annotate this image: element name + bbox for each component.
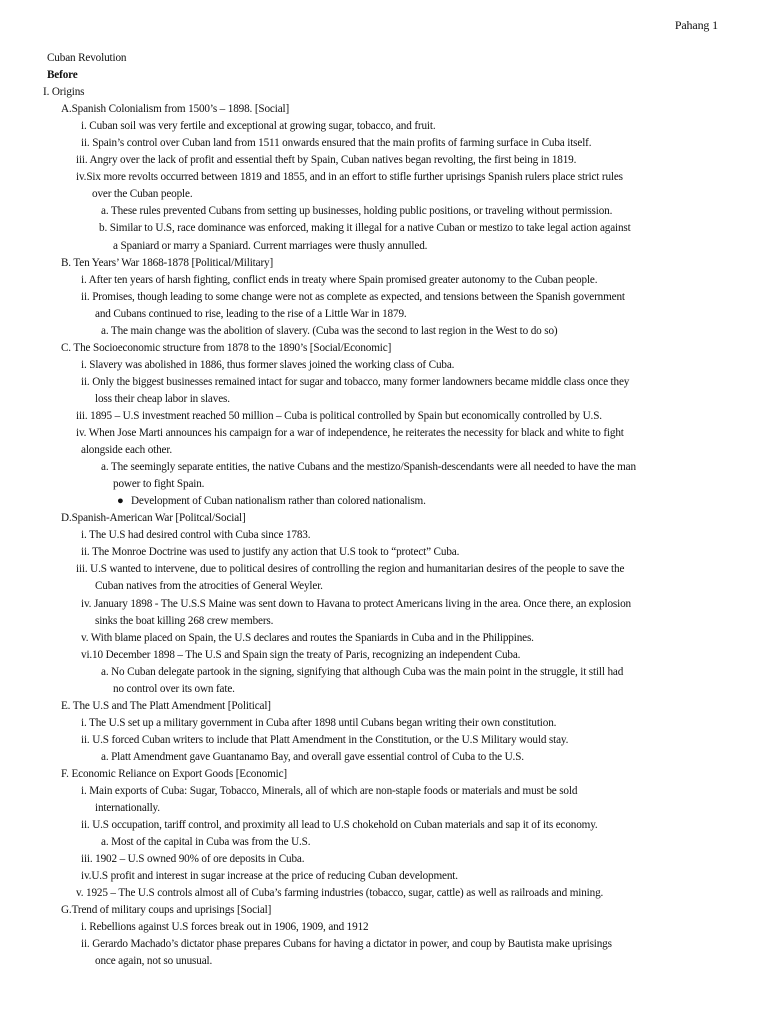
section-heading: Before [47,69,78,82]
outline-subitem-continuation: power to fight Spain. [113,478,205,491]
outline-item: ii. Only the biggest businesses remained intact for sugar and tobacco, many former landowners became middle class once they [81,375,630,388]
outline-item: iv. January 1898 - The U.S.S Maine was sent down to Havana to protect Americans living in the area. Once there, an explosion [81,597,631,610]
outline-item: ii. Promises, though leading to some change were not as complete as expected, and tensions between the Spanish government [81,290,625,303]
outline-subitem: a. The main change was the abolition of slavery. (Cuba was the second to last region in the West to do so) [101,324,558,337]
document-title: Cuban Revolution [47,52,127,64]
outline-subitem: a. The seemingly separate entities, the native Cubans and the mestizo/Spanish-descendants were all needed to have the man [101,461,636,474]
outline-heading-a: A.Spanish Colonialism from 1500’s – 1898. [Social] [61,103,290,116]
outline-item: i. Rebellions against U.S forces break out in 1906, 1909, and 1912 [81,921,369,934]
outline-item-continuation: sinks the boat killing 268 crew members. [95,614,274,627]
outline-item: i. Cuban soil was very fertile and exceptional at growing sugar, tobacco, and fruit. [81,120,436,133]
outline-item: iii. Angry over the lack of profit and essential theft by Spain, Cuban natives began revolting, the first being in 1819. [76,154,577,167]
outline-subitem: a. Platt Amendment gave Guantanamo Bay, and overall gave essential control of Cuba to the U.S. [101,750,524,763]
outline-item-continuation: loss their cheap labor in slaves. [95,392,230,405]
outline-item: iii. 1902 – U.S owned 90% of ore deposits in Cuba. [81,853,305,866]
outline-heading-d: D.Spanish-American War [Politcal/Social] [61,512,246,525]
outline-subitem: b. Similar to U.S, race dominance was enforced, making it illegal for a native Cuban or mestizo to take legal action against [99,222,631,235]
outline-item: iii. 1895 – U.S investment reached 50 million – Cuba is political controlled by Spain but economically controlled by U.S. [76,409,602,422]
outline-item-continuation: Cuban natives from the atrocities of General Weyler. [95,580,323,593]
outline-item: ii. Spain’s control over Cuban land from 1511 onwards ensured that the main profits of farming surface in Cuba itself. [81,137,592,150]
outline-item: iv. When Jose Marti announces his campaign for a war of independence, he reiterates the necessity for black and white to fight [76,427,624,440]
outline-heading-e: E. The U.S and The Platt Amendment [Political] [61,699,271,712]
outline-item: ii. U.S occupation, tariff control, and proximity all lead to U.S chokehold on Cuban materials and sap it of its economy. [81,819,598,832]
outline-item: v. With blame placed on Spain, the U.S declares and routes the Spaniards in Cuba and in the Philippines. [81,631,534,644]
outline-subitem: a. No Cuban delegate partook in the signing, signifying that although Cuba was the main point in the struggle, it still had [101,665,624,678]
outline-item: ii. U.S forced Cuban writers to include that Platt Amendment in the Constitution, or the U.S Military would stay. [81,733,569,746]
outline-item-continuation: once again, not so unusual. [95,955,213,968]
outline-item: ii. Gerardo Machado’s dictator phase prepares Cubans for having a dictator in power, and coup by Bautista make uprisings [81,938,612,951]
outline-heading-c: C. The Socioeconomic structure from 1878 to the 1890’s [Social/Economic] [61,341,392,354]
outline-heading-g: G.Trend of military coups and uprisings [Social] [61,904,272,917]
outline-heading-b: B. Ten Years’ War 1868-1878 [Political/Military] [61,256,274,269]
outline-heading-f: F. Economic Reliance on Export Goods [Economic] [61,767,288,780]
page-header: Pahang 1 [674,18,718,32]
outline-item: vi.10 December 1898 – The U.S and Spain sign the treaty of Paris, recognizing an independent Cuba. [81,648,521,661]
outline-item: i. The U.S set up a military government in Cuba after 1898 until Cubans began writing their own constitution. [81,716,557,729]
outline-item: v. 1925 – The U.S controls almost all of Cuba’s farming industries (tobacco, sugar, cattle) as well as railroads and mining. [76,887,604,900]
outline-subitem-continuation: no control over its own fate. [113,682,235,695]
outline-level-1: I. Origins [43,86,85,99]
outline-item-continuation: alongside each other. [81,444,172,457]
outline-item: i. After ten years of harsh fighting, conflict ends in treaty where Spain promised greater autonomy to the Cuban people. [81,273,598,286]
outline-body [0,50,768,971]
outline-item: i. Slavery was abolished in 1886, thus former slaves joined the working class of Cuba. [81,358,455,371]
outline-subitem: a. These rules prevented Cubans from setting up businesses, holding public positions, or traveling without permission. [101,205,613,218]
outline-item: iv.U.S profit and interest in sugar increase at the price of reducing Cuban development. [81,870,458,883]
outline-item: iv.Six more revolts occurred between 1819 and 1855, and in an effort to stifle further uprisings Spanish rulers place strict rules [76,171,623,184]
bullet-icon: ● [117,495,124,508]
outline-item: i. Main exports of Cuba: Sugar, Tobacco, Minerals, all of which are non-staple foods or materials and must be sold [81,785,578,798]
outline-item-continuation: internationally. [95,802,160,815]
outline-item-continuation: over the Cuban people. [92,188,193,201]
bullet-text: Development of Cuban nationalism rather than colored nationalism. [131,495,426,508]
outline-item: ii. The Monroe Doctrine was used to justify any action that U.S took to “protect” Cuba. [81,546,460,559]
bullet-item [117,493,768,510]
outline-item: i. The U.S had desired control with Cuba since 1783. [81,529,311,542]
outline-subitem: a. Most of the capital in Cuba was from the U.S. [101,836,311,849]
outline-item-continuation: and Cubans continued to rise, leading to the rise of a Little War in 1879. [95,307,407,320]
outline-subitem-continuation: a Spaniard or marry a Spaniard. Current marriages were thusly annulled. [113,239,428,252]
outline-item: iii. U.S wanted to intervene, due to political desires of controlling the region and humanitarian desires of the people to save the [76,563,625,576]
